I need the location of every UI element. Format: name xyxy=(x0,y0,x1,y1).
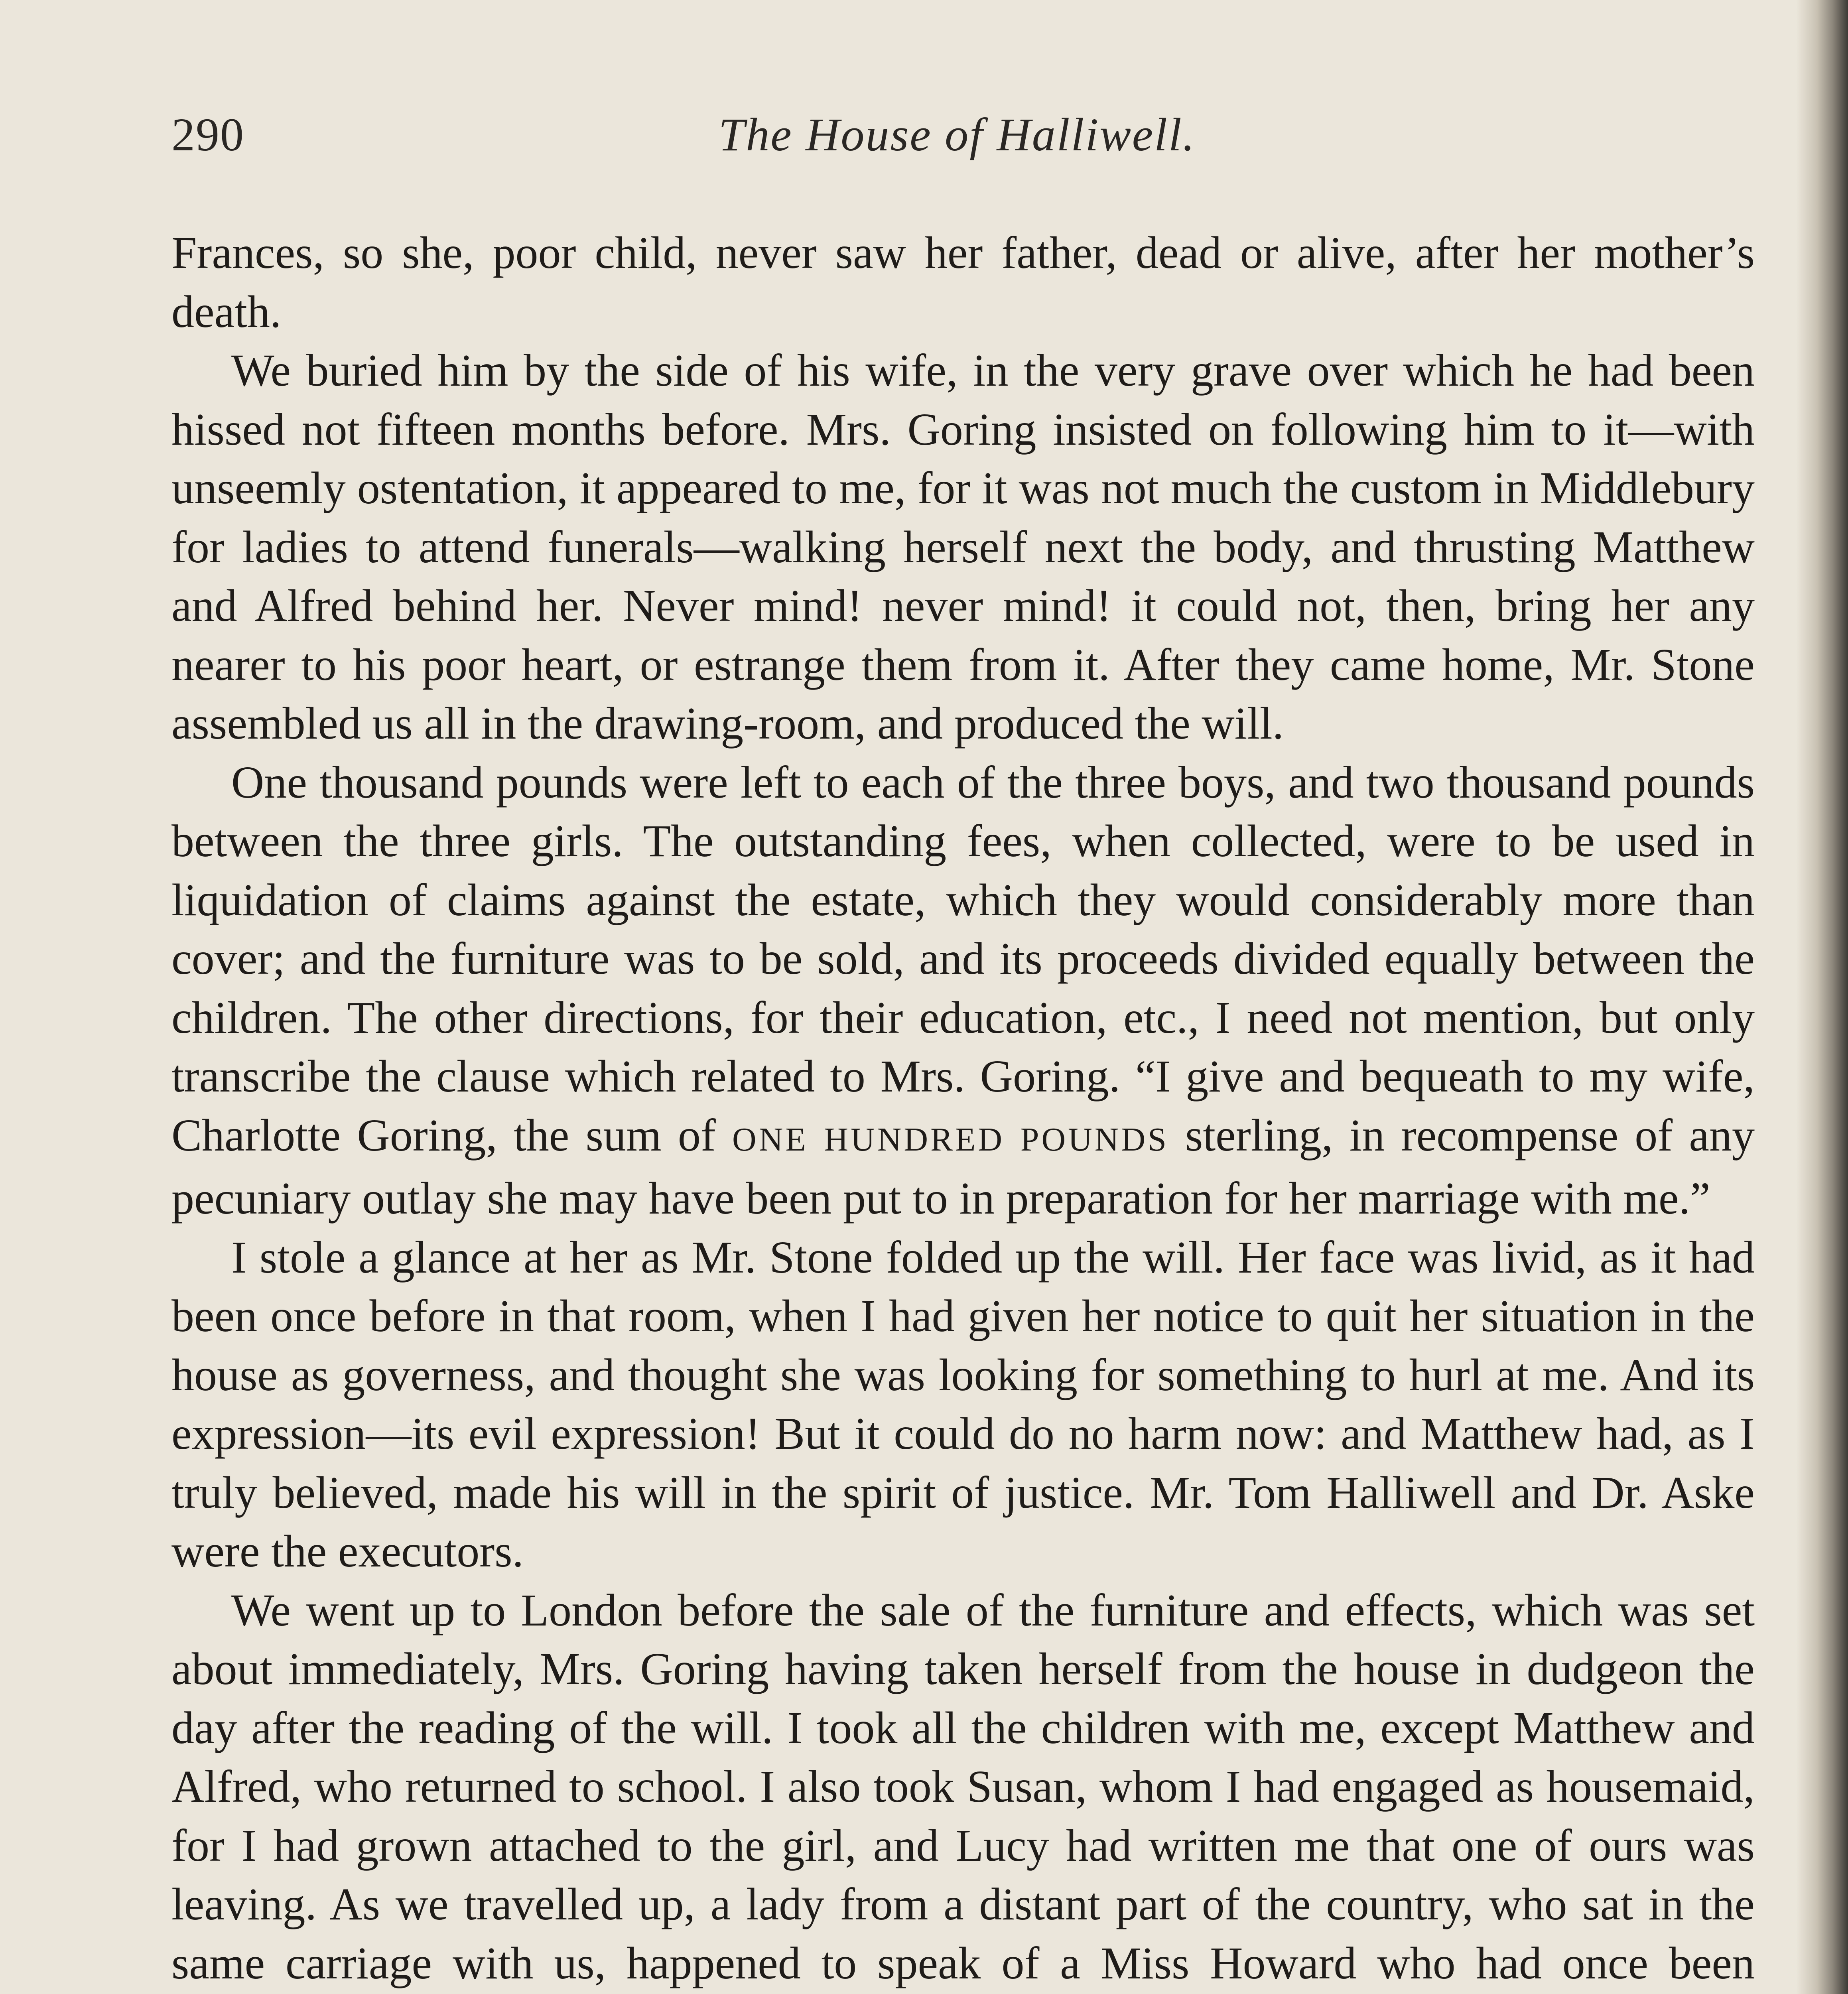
paragraph-1: Frances, so she, poor child, never saw her father, dead or alive, after her mother’s death. xyxy=(171,227,1755,337)
page-header xyxy=(171,108,1743,179)
page-number: 290 xyxy=(171,108,244,161)
paragraph-4: I stole a glance at her as Mr. Stone folded up the will. Her face was livid, as it had been once before in that room, when I had given her notice to quit her situation in the house as governess, and thought she was looking for something to hurl at me. And its expression—its evil expression! But it could do no harm now: and Matthew had, as I truly believed, made his will in the spirit of justice. Mr. Tom Halliwell and Dr. Aske were the executors. xyxy=(171,1231,1755,1576)
running-title: The House of Halliwell. xyxy=(718,108,1196,161)
page-edge-shadow xyxy=(1796,0,1848,1994)
paragraph-5: We went up to London before the sale of the furniture and effects, which was set about immediately, Mrs. Goring having taken herself from the house in dudgeon the day after the reading of the will. I took all the children with me, except Matthew and Alfred, who returned to school. I also took Susan, whom I had engaged as housemaid, for I had grown attached to the girl, and Lucy had written me that one of ours was leaving. As we travelled up, a lady from a distant part of the country, who sat in the same carriage with us, happened to speak of a Miss Howard who had once been xyxy=(171,1584,1755,1988)
body-text xyxy=(171,223,1755,1994)
paragraph-3 xyxy=(171,753,1755,1228)
paragraph-3-text-before: One thousand pounds were left to each of the three boys, and two thousand pounds between the three girls. The outstanding fees, when collected, were to be used in liquidation of claims against the estate, which they would considerably more than cover; and the furniture was to be sold, and its proceeds divided equally between the children. The other directions, for their education, etc., I need not mention, but only transcribe the clause which related to Mrs. Goring. “I give and bequeath to my wife, Charlotte Goring, the sum of xyxy=(171,757,1755,1161)
paragraph-3-small-caps: ONE HUNDRED POUNDS xyxy=(732,1121,1169,1158)
paragraph-2: We buried him by the side of his wife, in the very grave over which he had been hissed not fifteen months before. Mrs. Goring insisted on following him to it—with unseemly ostentation, it appeared to me, for it was not much the custom in Middlebury for ladies to attend funerals—walking herself next the body, and thrusting Matthew and Alfred behind her. Never mind! never mind! it could not, then, bring her any nearer to his poor heart, or estrange them from it. After they came home, Mr. Stone assembled us all in the drawing-room, and produced the will. xyxy=(171,345,1755,749)
paragraph-3-text-after: sterling, in recompense of any pecuniary outlay she may have been put to in preparation for her marriage with me.” xyxy=(171,1109,1755,1224)
